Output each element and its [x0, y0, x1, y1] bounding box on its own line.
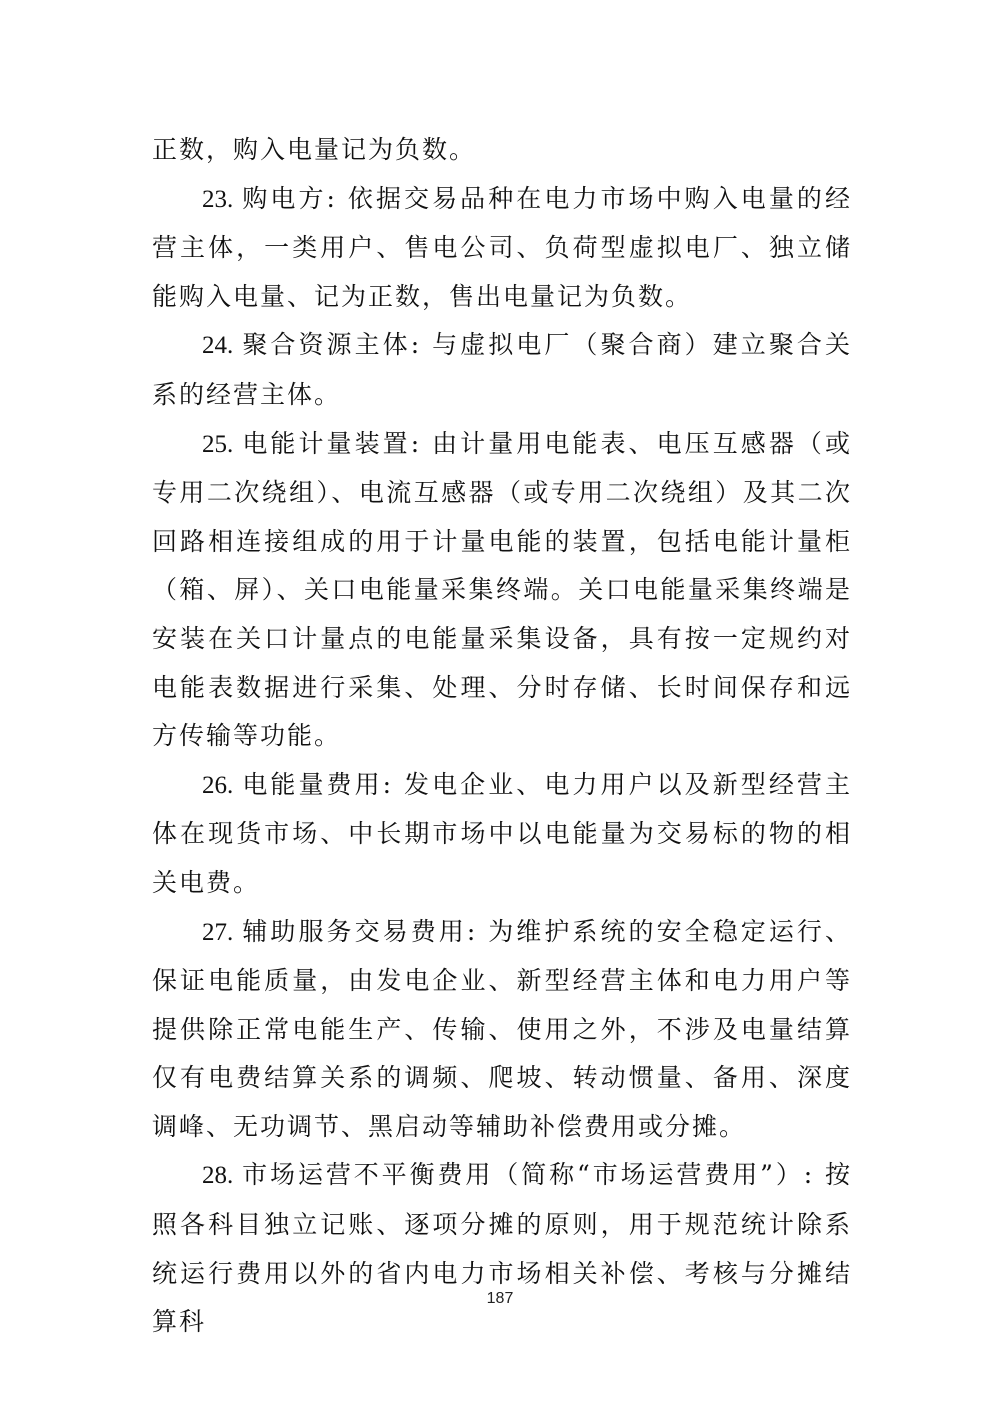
item-number: 27. — [202, 918, 234, 946]
item-number: 26. — [202, 771, 234, 799]
item-28 — [152, 1151, 852, 1346]
item-25 — [152, 420, 852, 761]
item-number: 25. — [202, 430, 234, 458]
item-text: 电能量费用: 发电企业、电力用户以及新型经营主体在现货市场、中长期市场中以电能量为交易标的物的相关电费。 — [152, 769, 852, 897]
document-page — [152, 126, 852, 1347]
item-26 — [152, 761, 852, 908]
item-number: 28. — [202, 1162, 234, 1190]
page-number: 187 — [486, 1290, 514, 1307]
item-text: 电能计量装置: 由计量用电能表、电压互感器（或专用二次绕组）、电流互感器（或专用二次绕组）及其二次回路相连接组成的用于计量电能的装置，包括电能计量柜（箱、屏）、关口电能量采集终端。关口电能量采集终端是安装在关口计量点的电能量采集设备，具有按一定规约对电能表数据进行采集、处理、分时存储、长时间保存和远方传输等功能。 — [152, 428, 852, 751]
item-number: 23. — [202, 185, 234, 213]
item-23 — [152, 175, 852, 322]
item-text: 市场运营不平衡费用（简称“市场运营费用”）: 按照各科目独立记账、逐项分摊的原则，用于规范统计除系统运行费用以外的省内电力市场相关补偿、考核与分摊结算科 — [152, 1160, 852, 1337]
continuation-paragraph: 正数，购入电量记为负数。 — [152, 135, 477, 164]
item-number: 24. — [202, 332, 234, 360]
item-text: 辅助服务交易费用: 为维护系统的安全稳定运行、保证电能质量，由发电企业、新型经营主体和电力用户等提供除正常电能生产、传输、使用之外，不涉及电量结算仅有电费结算关系的调频、爬坡、转动惯量、备用、深度调峰、无功调节、黑启动等辅助补偿费用或分摊。 — [152, 916, 852, 1141]
item-text: 购电方: 依据交易品种在电力市场中购入电量的经营主体，一类用户、售电公司、负荷型虚拟电厂、独立储能购入电量、记为正数，售出电量记为负数。 — [152, 183, 852, 311]
item-27 — [152, 908, 852, 1152]
item-24 — [152, 321, 852, 419]
item-text: 聚合资源主体: 与虚拟电厂（聚合商）建立聚合关系的经营主体。 — [152, 330, 852, 409]
